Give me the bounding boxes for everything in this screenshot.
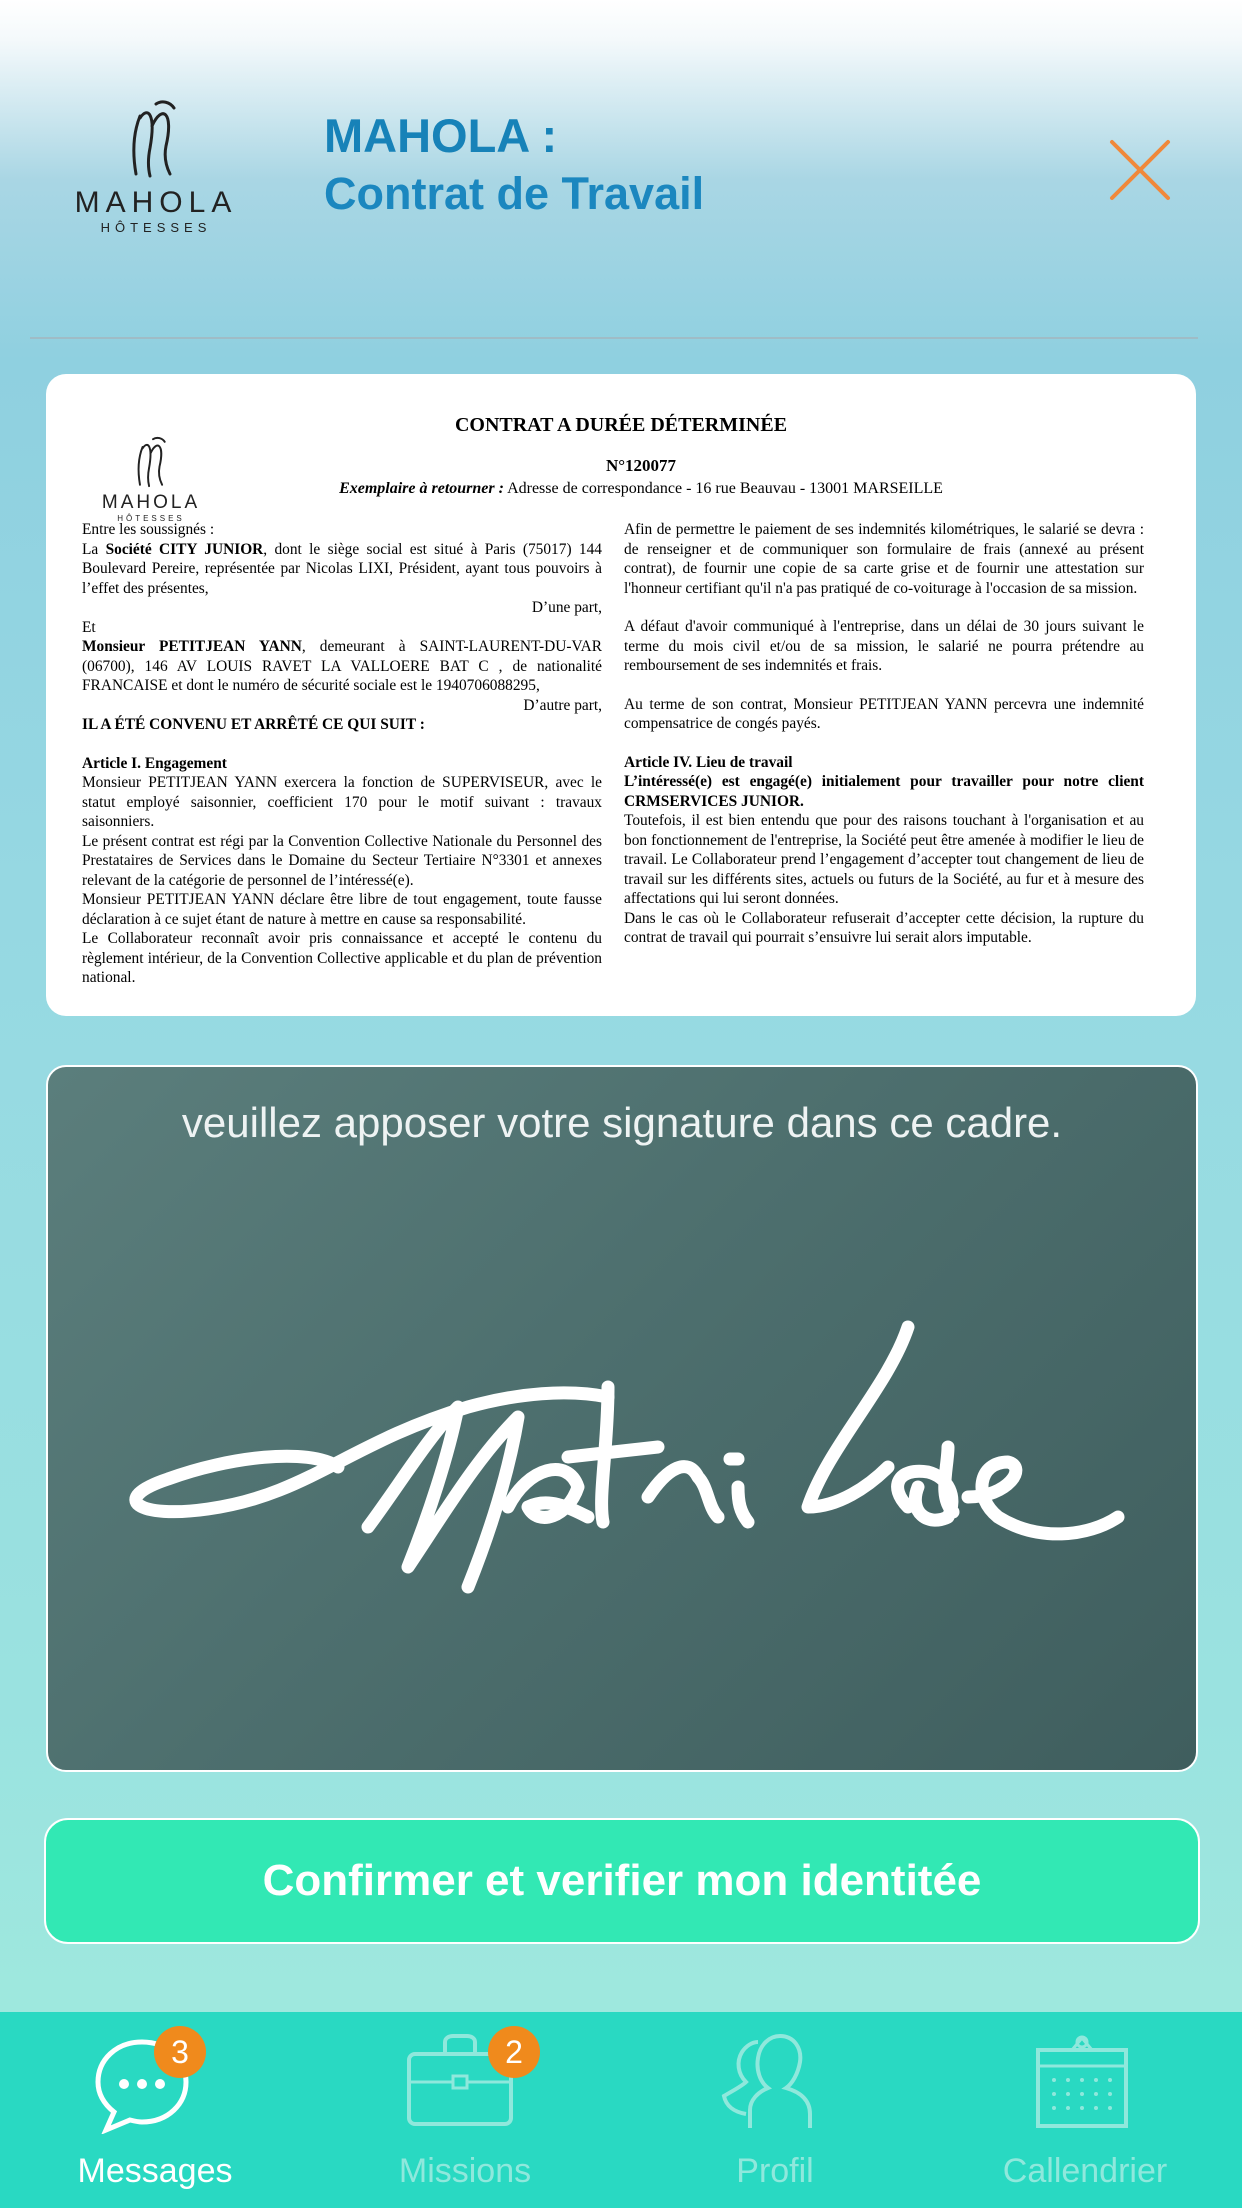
messages-badge: 3 <box>154 2026 206 2078</box>
et-text: Et <box>82 618 96 636</box>
contract-address <box>46 480 1196 498</box>
tab-missions[interactable] <box>310 2012 620 2208</box>
exemplaire-label: Exemplaire à retourner : <box>339 480 504 497</box>
calendar-icon <box>1034 2034 1130 2130</box>
article-one-p1: Monsieur PETITJEAN YANN exercera la fonction de SUPERVISEUR, avec le statut employé saisonnier, coefficient 170 pour le motif suivant : travaux saisonniers. <box>82 774 602 830</box>
bottom-tab-bar <box>0 2012 1242 2208</box>
page-subtitle: Contrat de Travail <box>324 168 705 219</box>
party-one-pre: La <box>82 540 106 558</box>
header-divider <box>30 337 1198 339</box>
convenu-heading <box>82 715 602 735</box>
party-two-name: Monsieur PETITJEAN YANN <box>82 638 302 655</box>
tab-profil-label: Profil <box>736 2152 814 2190</box>
article-four-p2: Dans le cas où le Collaborateur refuserait d’accepter cette décision, la rupture du contrat de travail qui pourrait s’ensuivre lui serait alors imputable. <box>624 909 1144 946</box>
party-two-text: , demeurant à SAINT-LAURENT-DU-VAR (06700), 146 AV LOUIS RAVET LA VALLOERE BAT C , de nationalité FRANCAISE et dont le numéro de sécurité sociale est le 1940706088295, <box>82 638 602 694</box>
party-two <box>82 637 602 696</box>
article-one-title <box>82 754 602 774</box>
logo-subtitle: HÔTESSES <box>100 220 212 235</box>
party-one <box>82 540 602 599</box>
right-p3: Au terme de son contrat, Monsieur PETITJEAN YANN percevra une indemnité compensatrice de congés payés. <box>624 695 1144 732</box>
tab-messages-label: Messages <box>77 2152 233 2190</box>
article-four-client <box>624 772 1144 811</box>
signature-pad[interactable] <box>46 1065 1198 1772</box>
article-four-title-text: Article IV. Lieu de travail <box>624 753 793 771</box>
close-icon <box>1108 138 1172 202</box>
contract-right-column <box>624 520 1144 948</box>
article-one-p2: Le présent contrat est régi par la Convention Collective Nationale du Personnel des Prestataires de Services dans le Domaine du Secteur Tertiaire N°3301 et annexes relevant de la catégorie de personnel de l’intéressé(e). <box>82 832 602 889</box>
mahola-logo-icon <box>126 96 186 182</box>
right-p1: Afin de permettre le paiement de ses indemnités kilométriques, le salarié se devra : de renseigner et de communiquer son formulaire de frais (annexé au présent contrat), de fournir une copie de sa carte grise et de fournir une attestation sur l'honneur certifiant qu'il n'a pas pratiqué de co-voiturage à l'occasion de sa mission. <box>624 521 1144 597</box>
right-p2: A défaut d'avoir communiqué à l'entreprise, dans un délai de 30 jours suivant le terme du mois civil et/ou de sa mission, le salarié ne pourra prétendre au remboursement de ses indemnités et frais. <box>624 618 1144 674</box>
contract-title: CONTRAT A DURÉE DÉTERMINÉE <box>454 414 788 436</box>
logo-wordmark: MAHOLA <box>74 186 238 219</box>
article-one-p4: Le Collaborateur reconnaît avoir pris connaissance et accepté le contenu du règlement intérieur, de la Convention Collective applicable et du plan de prévention national. <box>82 930 602 986</box>
article-four-client-text: L’intéressé(e) est engagé(e) initialement pour travailler pour notre client CRMSERVICES JUNIOR. <box>624 773 1144 810</box>
party-one-text: , dont le siège social est situé à Paris (75017) 144 Boulevard Pereire, représentée par Nicolas LIXI, Président, ayant tous pouvoirs à l’effet des présentes, <box>82 540 602 597</box>
party-one-label: D’une part, <box>531 599 602 616</box>
party-one-name: Société CITY JUNIOR <box>105 540 264 558</box>
tab-missions-label: Missions <box>398 2152 532 2190</box>
contract-number: N°120077 <box>605 456 677 475</box>
convenu-text: IL A ÉTÉ CONVENU ET ARRÊTÉ CE QUI SUIT : <box>82 716 425 733</box>
tab-profil[interactable] <box>620 2012 930 2208</box>
article-one-p3: Monsieur PETITJEAN YANN déclare être libre de tout engagement, toute fausse déclaration à ce sujet étant de nature à mettre en cause sa responsabilité. <box>82 891 602 928</box>
tab-callendrier-label: Callendrier <box>1002 2152 1168 2190</box>
missions-badge: 2 <box>488 2026 540 2078</box>
contract-document[interactable] <box>46 374 1196 1016</box>
document-logo-subtitle: HÔTESSES <box>117 514 185 523</box>
contract-left-column <box>82 520 602 988</box>
page-title: MAHOLA : <box>324 109 558 162</box>
address-text: Adresse de correspondance - 16 rue Beauvau - 13001 MARSEILLE <box>503 480 943 497</box>
app-header <box>0 0 1242 335</box>
article-four-title <box>624 753 1144 773</box>
tab-messages[interactable] <box>0 2012 310 2208</box>
confirm-identity-button[interactable]: Confirmer et verifier mon identitée <box>44 1818 1200 1944</box>
article-four-p1: Toutefois, il est bien entendu que pour des raisons touchant à l'organisation et au bon fonctionnement de l'entreprise, la Société peut être amenée à modifier le lieu de travail. Le Collaborateur prend l’engagement d’accepter tout changement de lieu de travail sur les différents sites, actuels ou futurs de la Société, au fur et à mesure des affectations qui lui seront données. <box>624 812 1144 907</box>
party-two-label: D’autre part, <box>523 696 602 714</box>
article-one-title-text: Article I. Engagement <box>82 754 227 772</box>
signature-instruction: veuillez apposer votre signature dans ce cadre. <box>181 1099 1063 1146</box>
people-icon <box>720 2030 830 2130</box>
document-logo-wordmark: MAHOLA <box>101 492 201 513</box>
tab-callendrier[interactable] <box>930 2012 1240 2208</box>
entre-text: Entre les soussignés : <box>82 521 215 538</box>
signature-drawing <box>48 1067 1196 1770</box>
close-button[interactable] <box>1108 138 1172 202</box>
